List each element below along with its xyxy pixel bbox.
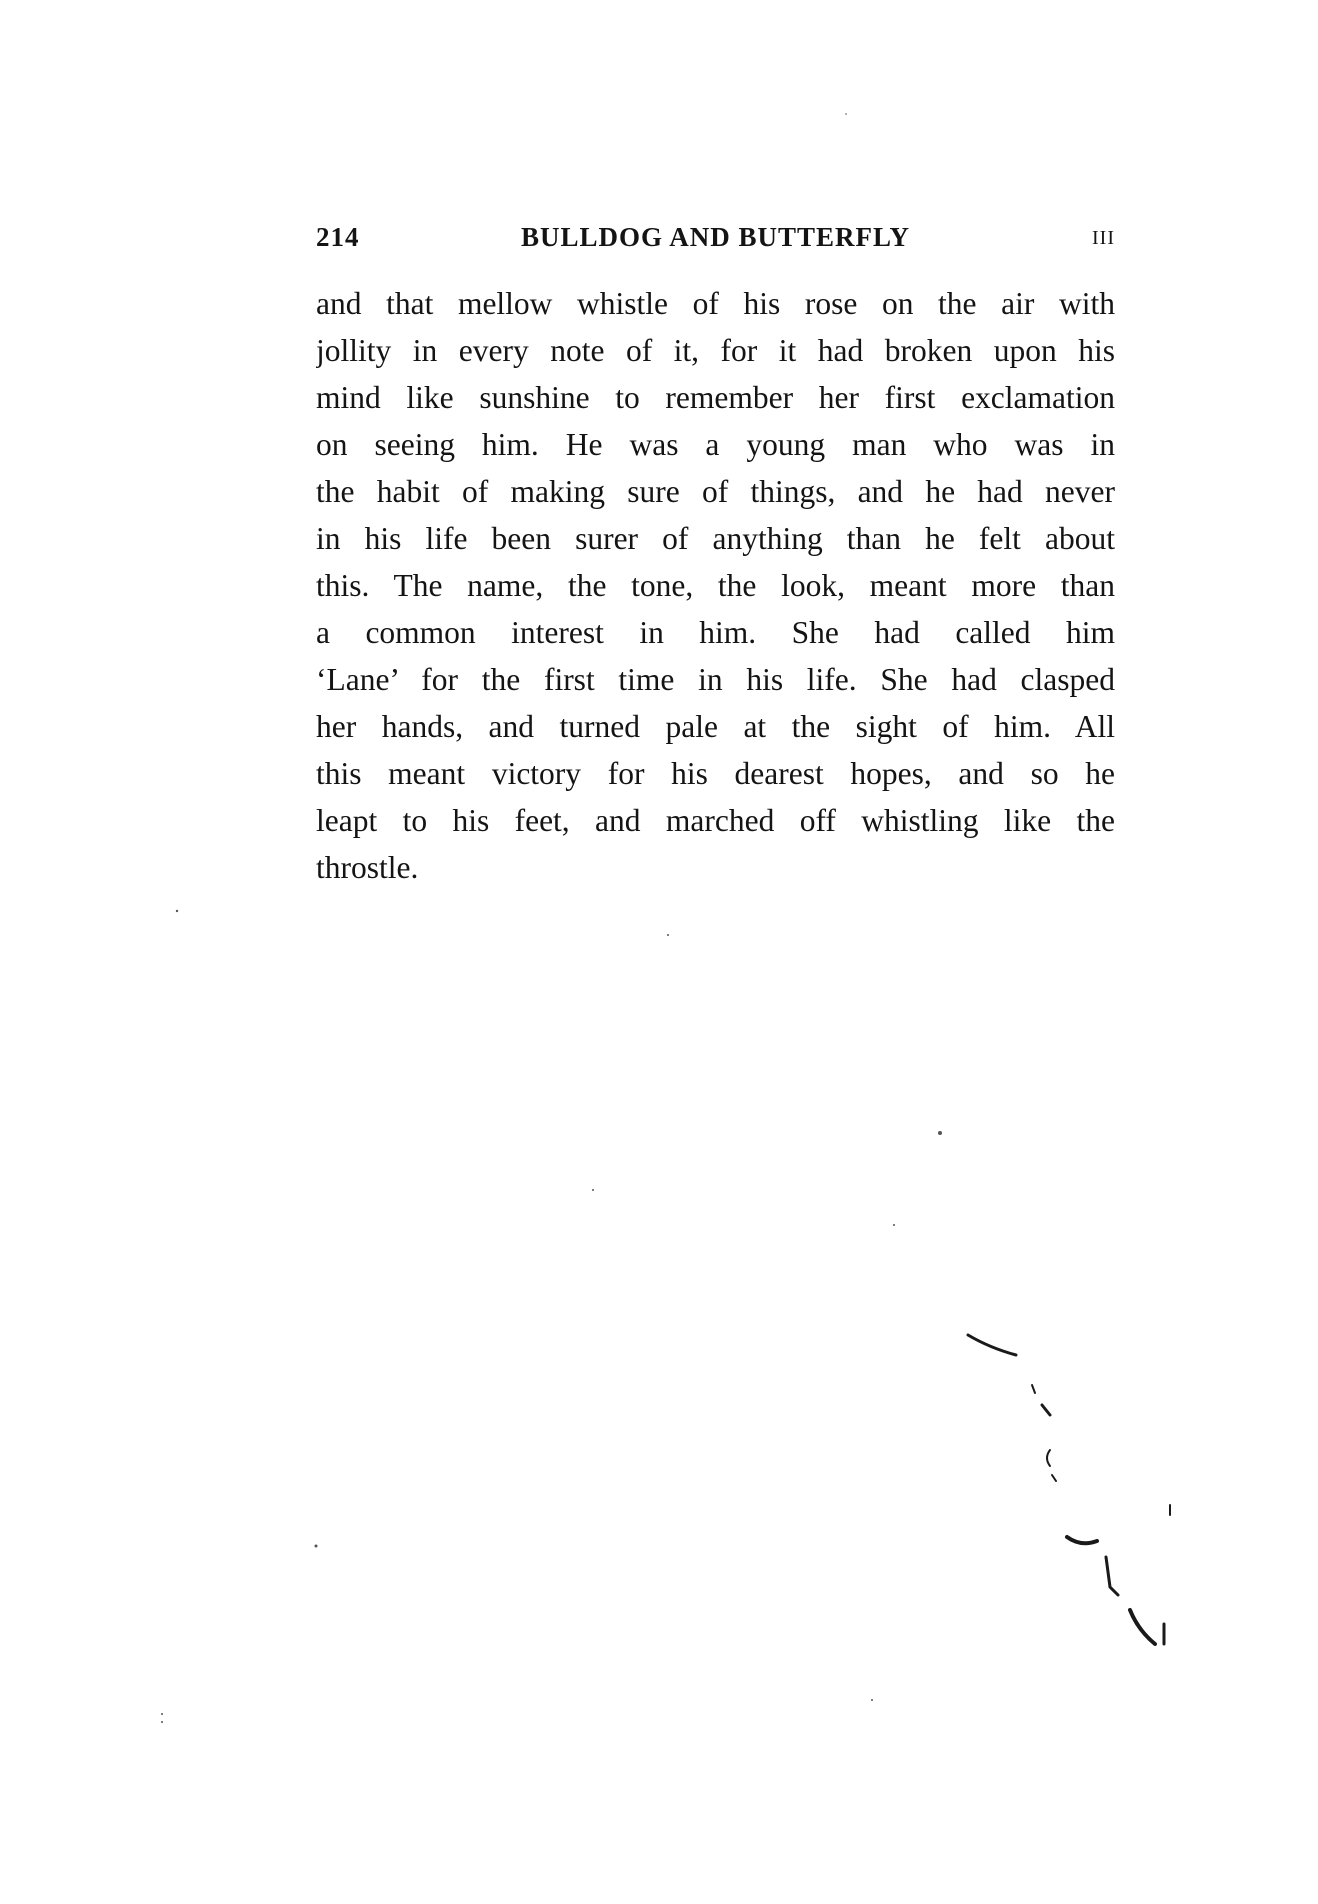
text-line: jollity in every note of it, for it had broken upon his — [316, 333, 1115, 368]
scan-mark — [1052, 1475, 1056, 1481]
scan-mark — [968, 1335, 1016, 1355]
scan-mark — [1106, 1557, 1118, 1595]
page-number: 214 — [316, 222, 360, 252]
scan-dot — [176, 910, 178, 912]
scan-dot — [667, 934, 669, 936]
scan-dot — [871, 1699, 873, 1701]
text-line: a common interest in him. She had called him — [316, 615, 1115, 650]
scan-dot — [592, 1189, 594, 1191]
scan-mark — [1067, 1537, 1097, 1543]
scan-mark — [1032, 1385, 1035, 1393]
text-line: on seeing him. He was a young man who was in — [316, 427, 1115, 462]
running-title: BULLDOG AND BUTTERFLY — [520, 222, 911, 252]
scan-dot — [893, 1224, 895, 1226]
scan-dot — [161, 1721, 163, 1723]
scan-dot — [161, 1713, 163, 1715]
scan-mark — [1042, 1405, 1050, 1415]
text-line: leapt to his feet, and marched off whistling like the — [316, 803, 1115, 838]
chapter-number: III — [1092, 227, 1115, 249]
text-line: this. The name, the tone, the look, meant more than — [316, 568, 1115, 603]
text-line: ‘Lane’ for the first time in his life. She had clasped — [316, 662, 1115, 697]
text-line: throstle. — [316, 850, 419, 885]
text-line: mind like sunshine to remember her first exclamation — [316, 380, 1115, 415]
text-line: in his life been surer of anything than he felt about — [316, 521, 1115, 556]
text-line: this meant victory for his dearest hopes, and so he — [316, 756, 1115, 791]
text-line: the habit of making sure of things, and he had never — [316, 474, 1115, 509]
scan-dot — [845, 113, 847, 115]
scan-mark — [1047, 1450, 1050, 1466]
scan-mark — [1130, 1610, 1155, 1644]
text-line: her hands, and turned pale at the sight of him. All — [316, 709, 1115, 744]
scan-dot — [315, 1545, 318, 1548]
text-line: and that mellow whistle of his rose on the air with — [316, 286, 1115, 321]
scan-dot — [938, 1131, 942, 1135]
